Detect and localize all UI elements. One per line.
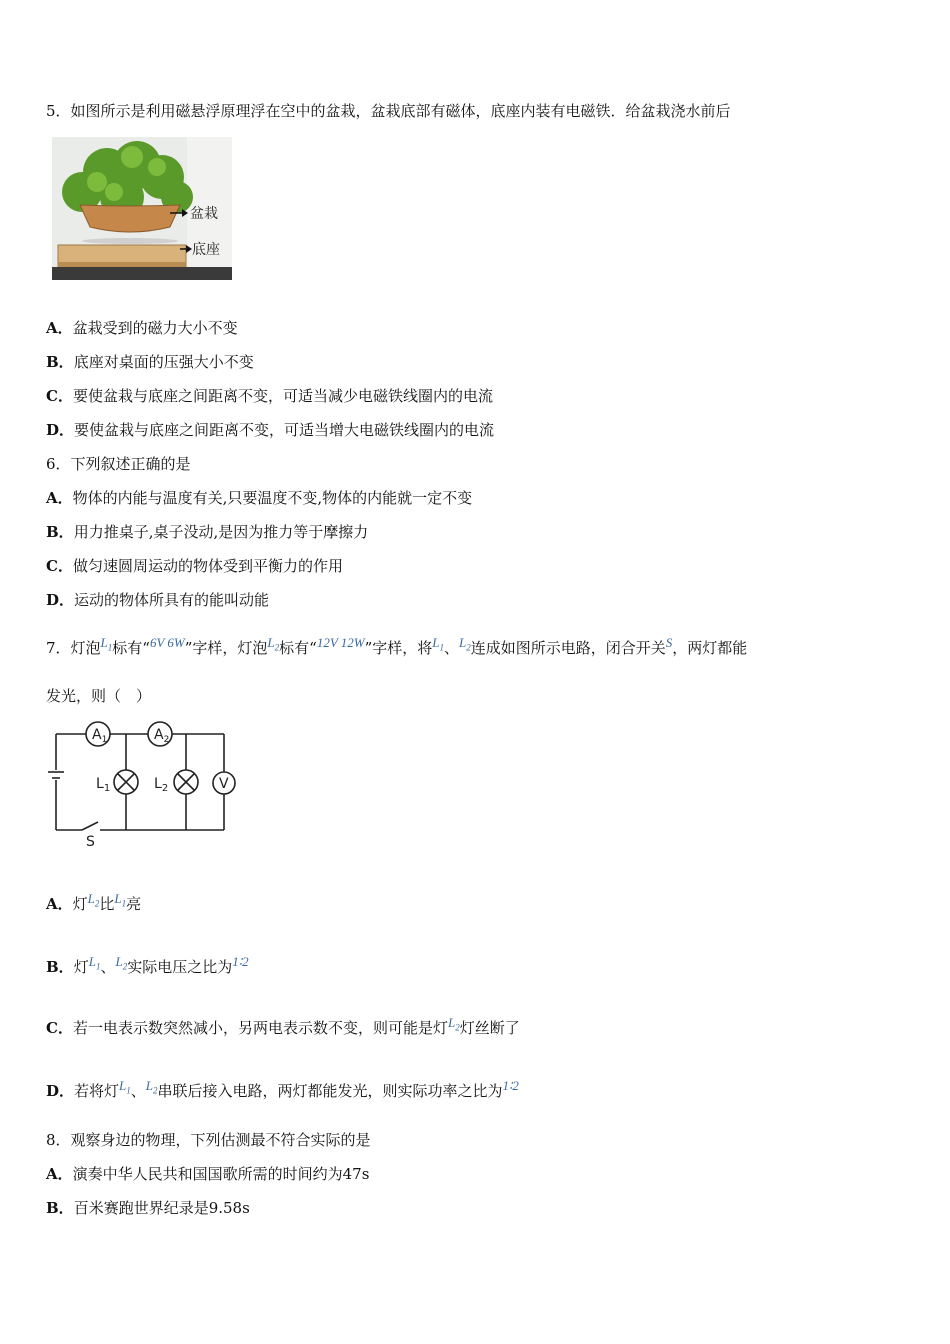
q5-option-b: B．底座对桌面的压强大小不变 — [46, 353, 254, 371]
circuit-l2-label: $L_2$ — [154, 776, 169, 794]
base-label: 底座 — [192, 242, 220, 258]
ratio-b: 1∶2 — [232, 954, 249, 969]
circuit-diagram — [44, 718, 244, 850]
q5-option-a: A．盆栽受到的磁力大小不变 — [46, 319, 238, 337]
q7-option-a: A．灯$L_2$比$L_1$亮 — [46, 891, 142, 913]
svg-text:A2: $A_2$ — [154, 727, 170, 745]
switch-symbol: S — [665, 635, 673, 650]
spec-l2: 12V 12W — [316, 635, 365, 650]
q8-option-b: B．百米赛跑世界纪录是9.58s — [46, 1199, 250, 1217]
q6-option-a: A．物体的内能与温度有关,只要温度不变,物体的内能就一定不变 — [46, 489, 473, 507]
q5-option-c: C．要使盆栽与底座之间距离不变，可适当减少电磁铁线圈内的电流 — [46, 387, 493, 405]
pot-label: 盆栽 — [190, 206, 218, 222]
q7-stem-line2: 发光，则（ ） — [46, 687, 152, 705]
q8-stem: 8．观察身边的物理，下列估测最不符合实际的是 — [46, 1131, 371, 1149]
q6-option-b: B．用力推桌子,桌子没动,是因为推力等于摩擦力 — [46, 523, 369, 541]
q5-stem: 5．如图所示是利用磁悬浮原理浮在空中的盆栽，盆栽底部有磁体，底座内装有电磁铁．给盆栽浇水前后 — [46, 102, 731, 120]
l2-symbol: $L_2$ — [267, 635, 280, 653]
svg-text:A1: $A_1$ — [92, 727, 108, 745]
l1-symbol: $L_1$ — [100, 635, 113, 653]
circuit-l1-label: $L_1$ — [96, 776, 111, 794]
q6-stem: 6．下列叙述正确的是 — [46, 455, 191, 473]
circuit-s-label: S — [86, 834, 95, 850]
q7-option-b: B．灯$L_1$、$L_2$实际电压之比为1∶2 — [46, 954, 249, 976]
maglev-plant-figure — [52, 137, 232, 280]
spec-l1: 6V 6W — [149, 635, 185, 650]
q5-option-d: D．要使盆栽与底座之间距离不变，可适当增大电磁铁线圈内的电流 — [46, 421, 495, 439]
q6-option-c: C．做匀速圆周运动的物体受到平衡力的作用 — [46, 557, 343, 575]
ratio-d: 1∶2 — [502, 1078, 519, 1093]
circuit-v-label: V — [219, 776, 229, 792]
q7-option-c: C．若一电表示数突然减小，另两电表示数不变，则可能是灯$L_2$灯丝断了 — [46, 1015, 520, 1037]
q7-option-d: D．若将灯$L_1$、$L_2$串联后接入电路，两灯都能发光，则实际功率之比为1∶2 — [46, 1078, 519, 1100]
q7-stem: 7．灯泡$L_1$标有“6V 6W”字样，灯泡$L_2$标有“12V 12W”字样，将$L_1$、$L_2$连成如图所示电路，闭合开关S，两灯都能 — [46, 635, 748, 657]
q6-option-d: D．运动的物体所具有的能叫动能 — [46, 591, 270, 609]
q8-option-a: A．演奏中华人民共和国国歌所需的时间约为47s — [46, 1165, 370, 1183]
